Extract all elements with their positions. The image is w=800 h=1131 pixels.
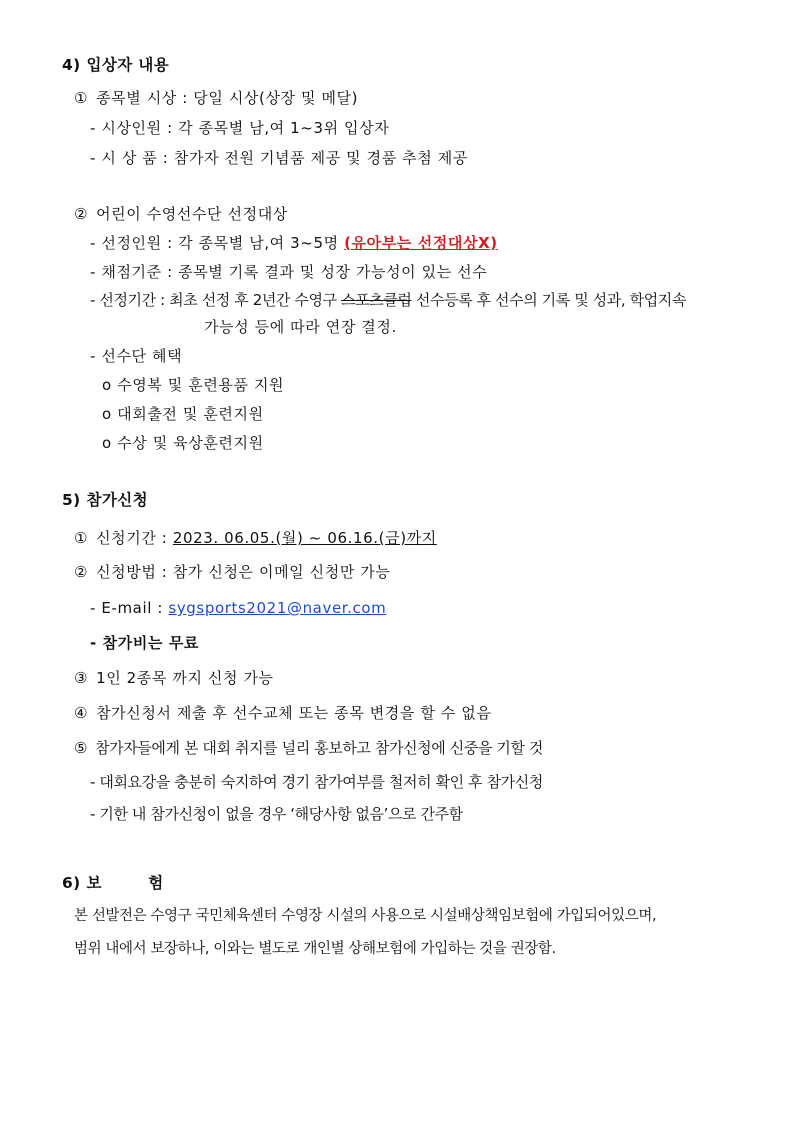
insurance-paragraph-line: 본 선발전은 수영구 국민체육센터 수영장 시설의 사용으로 시설배상책임보험에 가입되어있으며,	[74, 908, 657, 924]
benefit-title: - 선수단 혜택	[90, 347, 183, 365]
rule-5-sub-line: - 기한 내 참가신청이 없을 경우 ‘해당사항 없음’으로 간주함	[90, 805, 463, 823]
email-line	[90, 597, 386, 619]
benefit-item: o 수영복 및 훈련용품 지원	[102, 376, 285, 394]
criteria-line: - 채점기준 : 종목별 기록 결과 및 성장 가능성이 있는 선수	[90, 263, 488, 281]
sec4-item1	[74, 87, 358, 109]
item-marker: ③	[74, 669, 89, 687]
item-marker: ②	[74, 563, 89, 581]
section-6-heading: 6) 보 험	[62, 874, 164, 892]
method-text: 신청방법 : 참가 신청은 이메일 신청만 가능	[96, 563, 391, 581]
selection-count-line	[90, 232, 498, 254]
rule-3-line	[74, 667, 274, 689]
insurance-paragraph-line: 범위 내에서 보장하나, 이와는 별도로 개인별 상해보험에 가입하는 것을 권장함.	[74, 941, 556, 957]
section-4-heading: 4) 입상자 내용	[62, 56, 170, 74]
prize-line: - 시 상 품 : 참가자 전원 기념품 제공 및 경품 추첨 제공	[90, 149, 468, 167]
period-struck-text: 스포츠클럽	[341, 291, 412, 309]
item-marker: ①	[74, 89, 89, 107]
application-method-line	[74, 561, 390, 583]
item-marker: ⑤	[74, 739, 88, 757]
selection-exclusion-note: (유아부는 선정대상X)	[344, 234, 498, 252]
benefit-item: o 대회출전 및 훈련지원	[102, 405, 264, 423]
rule-5-sub-line: - 대회요강을 충분히 숙지하여 경기 참가여부를 철저히 확인 후 참가신청	[90, 773, 543, 791]
period-text-a: 최초 선정 후 2년간 수영구	[169, 291, 342, 309]
rule-text: 1인 2종목 까지 신청 가능	[96, 669, 274, 687]
sec4-item2	[74, 203, 288, 225]
rule-4-line	[74, 702, 491, 724]
selection-period-line	[90, 289, 686, 311]
rule-text: 참가자들에게 본 대회 취지를 널리 홍보하고 참가신청에 신중을 기할 것	[95, 739, 543, 757]
application-period-value: 2023. 06.05.(월) ~ 06.16.(금)까지	[172, 529, 437, 547]
fee-line: - 참가비는 무료	[90, 634, 200, 652]
email-link[interactable]: sygsports2021@naver.com	[168, 599, 387, 617]
period-text-b: 선수등록 후 선수의 기록 및 성과, 학업지속	[411, 291, 686, 309]
period-label: - 선정기간 :	[90, 291, 170, 309]
application-period-line	[74, 527, 437, 549]
email-label: - E-mail :	[90, 599, 169, 617]
benefit-item: o 수상 및 육상훈련지원	[102, 434, 264, 452]
item-text: 어린이 수영선수단 선정대상	[96, 205, 288, 223]
period-label: 신청기간 :	[96, 529, 173, 547]
item-marker: ①	[74, 529, 89, 547]
selection-count-text: - 선정인원 : 각 종목별 남,여 3~5명	[90, 234, 339, 252]
award-count-line: - 시상인원 : 각 종목별 남,여 1~3위 입상자	[90, 119, 390, 137]
section-5-heading: 5) 참가신청	[62, 491, 148, 509]
item-marker: ②	[74, 205, 89, 223]
item-marker: ④	[74, 704, 89, 722]
item-text: 종목별 시상 : 당일 시상(상장 및 메달)	[96, 89, 359, 107]
rule-text: 참가신청서 제출 후 선수교체 또는 종목 변경을 할 수 없음	[96, 704, 492, 722]
selection-period-continuation: 가능성 등에 따라 연장 결정.	[204, 318, 397, 336]
rule-5-line	[74, 737, 543, 759]
